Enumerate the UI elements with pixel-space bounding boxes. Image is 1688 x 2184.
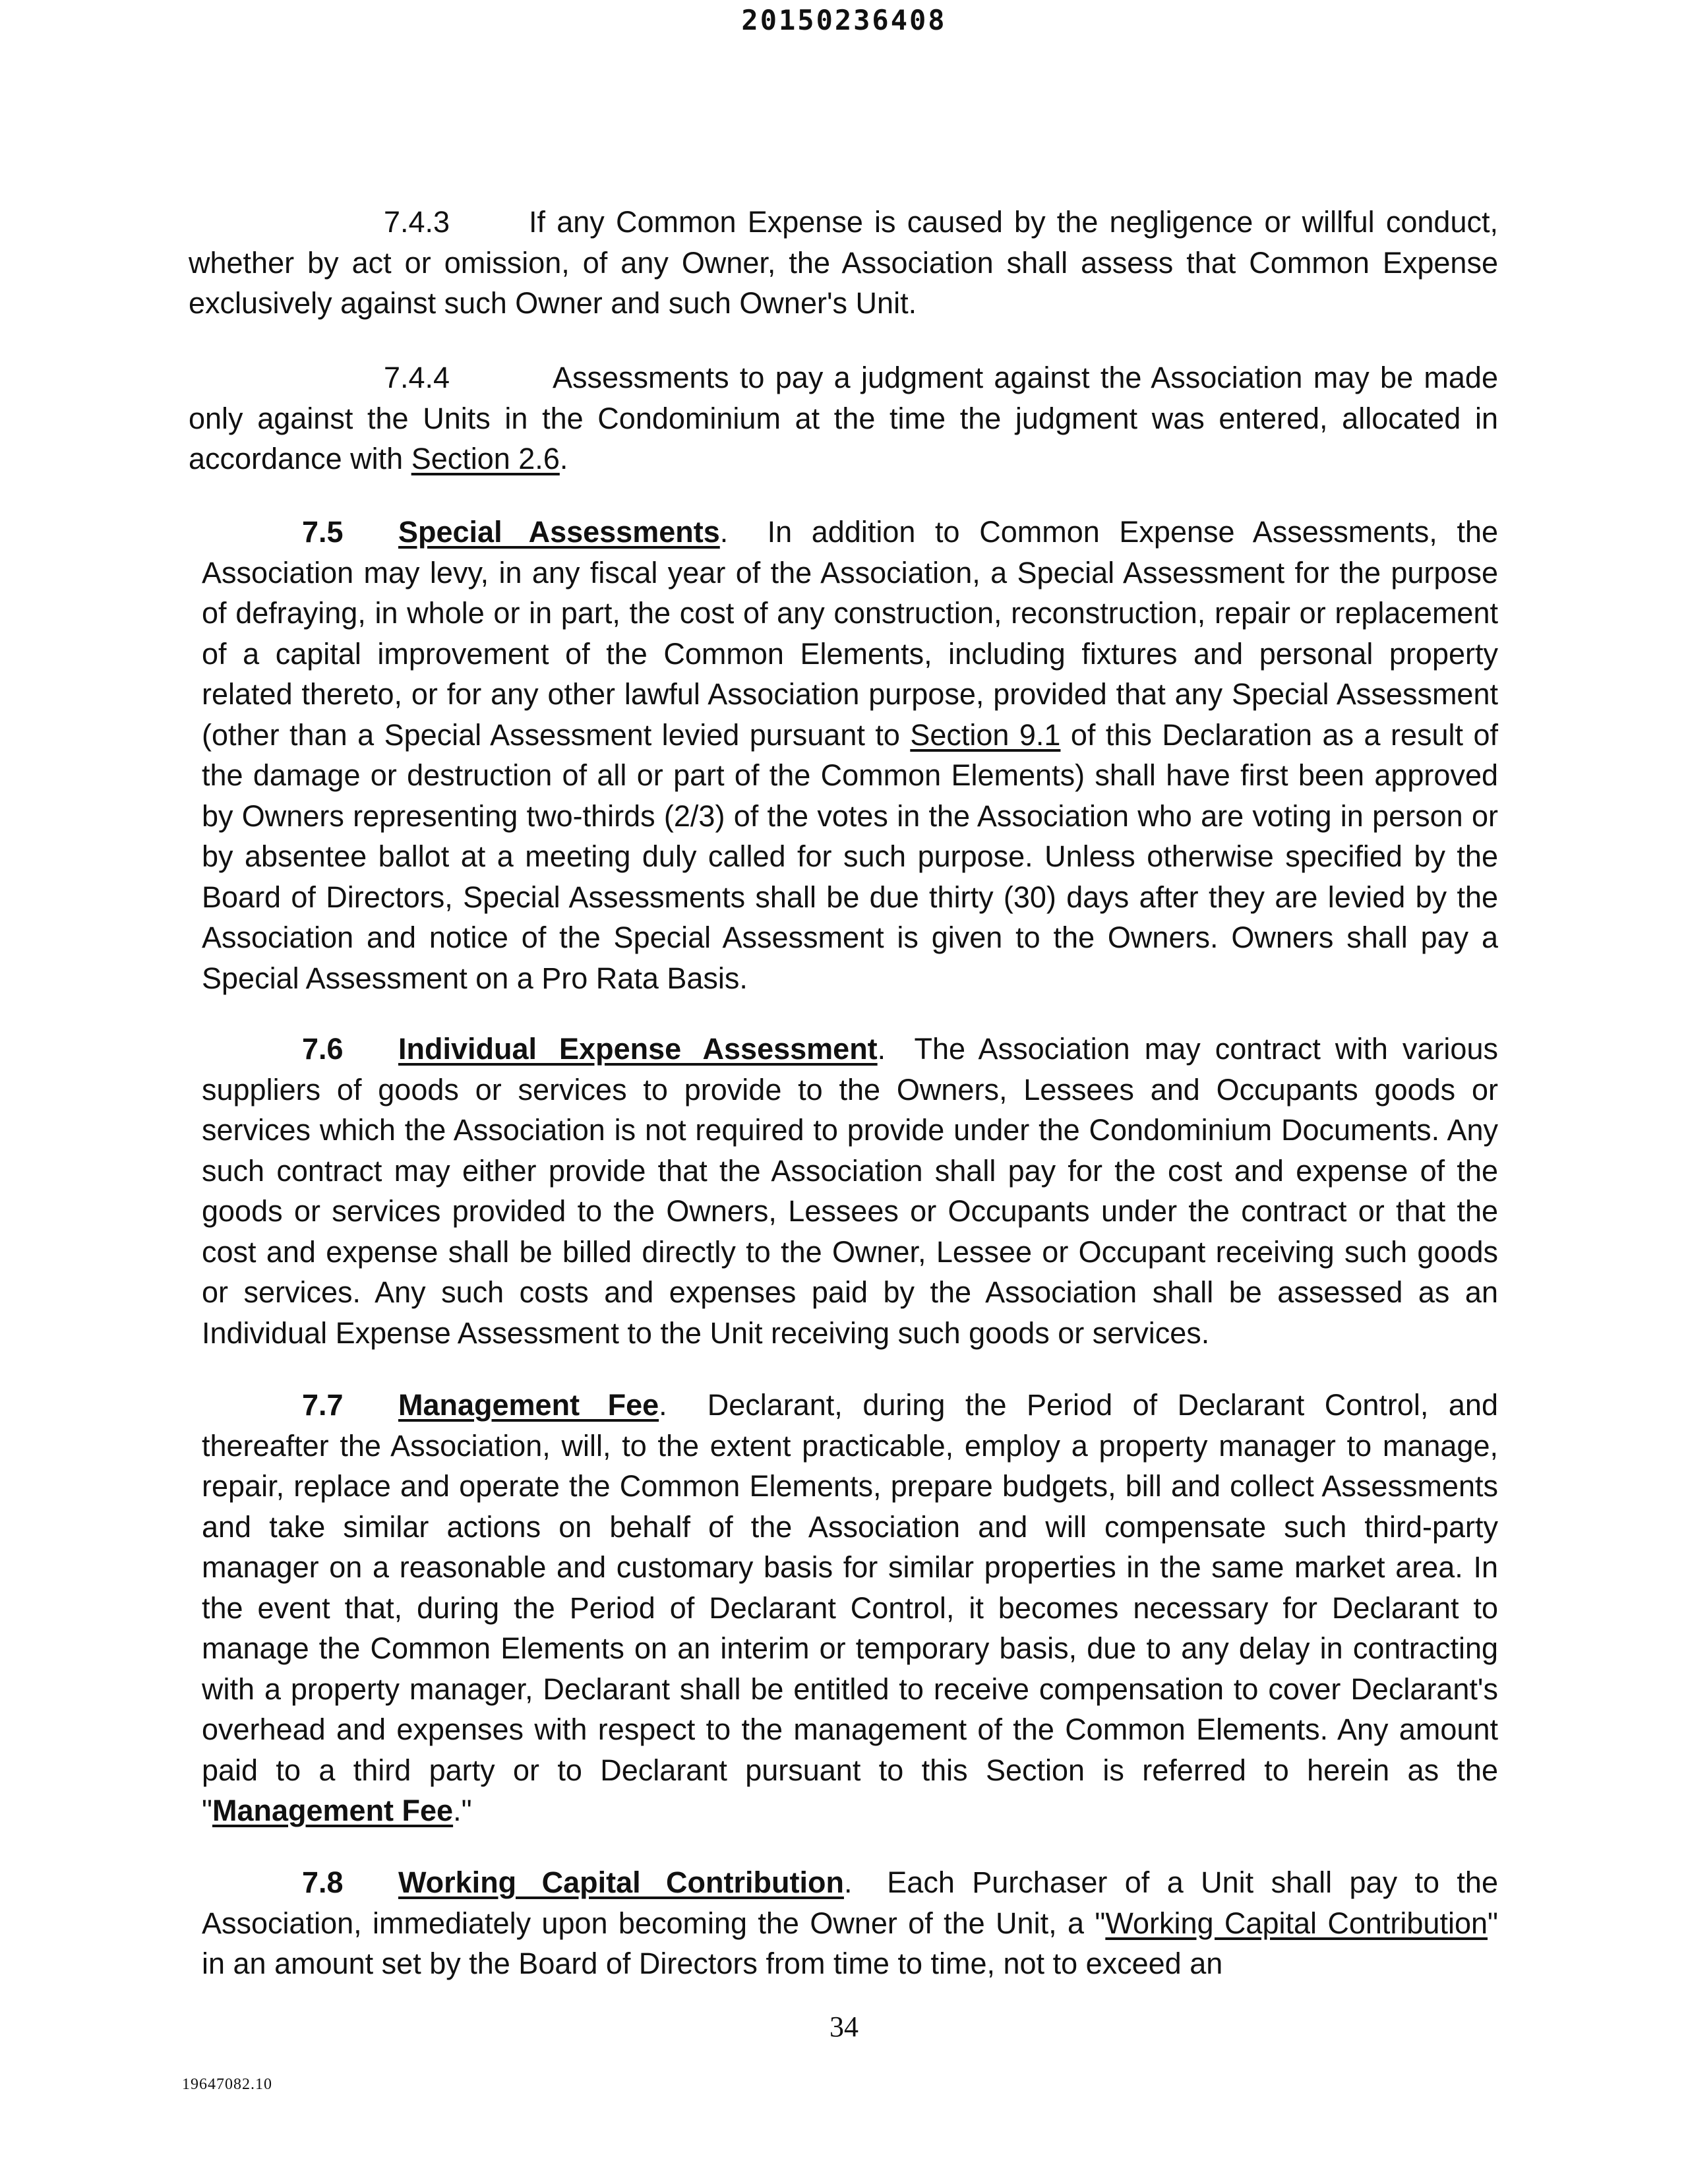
section-text-end: . [559,442,568,475]
section-text: If any Common Expense is caused by the negligence or willful conduct, whether by act or omission, of any Owner, the Association shall assess that Common Expense exclusively against such Owner and such Owner's Unit. [189,205,1498,320]
recording-number: 20150236408 [741,4,947,36]
section-number: 7.4.4 [384,361,450,394]
heading-punct: . [659,1388,667,1422]
section-7-5 [202,512,1498,998]
section-7-8 [202,1862,1498,1984]
section-number: 7.7 [302,1388,344,1422]
section-heading: Working Capital Contribution [398,1866,844,1899]
section-7-4-4 [189,357,1498,479]
heading-punct: . [719,515,729,549]
section-7-4-3 [189,202,1498,324]
heading-punct: . [843,1866,853,1899]
section-heading: Individual Expense Assessment [398,1032,878,1066]
page-number: 34 [829,2011,859,2043]
section-text: Assessments to pay a judgment against the Association may be made only against the Units in the Condominium at the time the judgment was entered, allocated in accordance with [189,361,1498,475]
section-number: 7.5 [302,515,344,549]
section-7-7 [202,1385,1498,1831]
section-text: The Association may contract with various suppliers of goods or services to provide to the Owners, Lessees and Occupants goods or services which the Association is not required to provide under the Condominium Documents. Any such contract may either provide that the Association shall pay for the cost and expense of the goods or services provided to the Owners, Lessees or Occupants under the contract or that the cost and expense shall be billed directly to the Owner, Lessee or Occupant receiving such goods or services. Any such costs and expenses paid by the Association shall be assessed as an Individual Expense Assessment to the Unit receiving such goods or services. [202,1032,1498,1350]
section-text-end: of this Declaration as a result of the damage or destruction of all or part of the Common Elements) shall have first been approved by Owners representing two-thirds (2/3) of the votes in the Association who are voting in person or by absentee ballot at a meeting duly called for such purpose. Unless otherwise specified by the Board of Directors, Special Assessments shall be due thirty (30) days after they are levied by the Association and notice of the Special Assessment is given to the Owners. Owners shall pay a Special Assessment on a Pro Rata Basis. [202,717,1498,995]
section-text-end: ." [453,1794,472,1827]
document-id: 19647082.10 [182,2076,272,2093]
defined-term: Management Fee [212,1794,454,1827]
section-7-6 [202,1029,1498,1353]
section-reference: Section 9.1 [910,717,1061,752]
section-reference: Section 2.6 [411,442,560,475]
section-number: 7.4.3 [384,205,450,239]
section-text: Declarant, during the Period of Declarant Control, and thereafter the Association, will, to the extent practicable, employ a property manager to manage, repair, replace and operate the Common Elements, prepare budgets, bill and collect Assessments and take similar actions on behalf of the Association and will compensate such third-party manager on a reasonable and customary basis for similar properties in the same market area. In the event that, during the Period of Declarant Control, it becomes necessary for Declarant to manage the Common Elements on an interim or temporary basis, due to any delay in contracting with a property manager, Declarant shall be entitled to receive compensation to cover Declarant's overhead and expenses with respect to the management of the Common Elements. Any amount paid to a third party or to Declarant pursuant to this Section is referred to herein as the " [202,1388,1498,1827]
section-text: Each Purchaser of a Unit shall pay to the Association, immediately upon becoming the Owner of the Unit, a " [202,1866,1498,1940]
section-heading: Management Fee [398,1388,659,1422]
section-text: In addition to Common Expense Assessments, the Association may levy, in any fiscal year of the Association, a Special Assessment for the purpose of defraying, in whole or in part, the cost of any construction, reconstruction, repair or replacement of a capital improvement of the Common Elements, including fixtures and personal property related thereto, or for any other lawful Association purpose, provided that any Special Assessment (other than a Special Assessment levied pursuant to [202,515,1498,752]
defined-term: Working Capital Contribution [1105,1906,1488,1940]
heading-punct: . [877,1032,886,1066]
section-number: 7.6 [302,1032,344,1066]
section-heading: Special Assessments [398,515,720,549]
section-number: 7.8 [302,1866,344,1899]
section-text-end: " in an amount set by the Board of Directors from time to time, not to exceed an [202,1906,1498,1980]
